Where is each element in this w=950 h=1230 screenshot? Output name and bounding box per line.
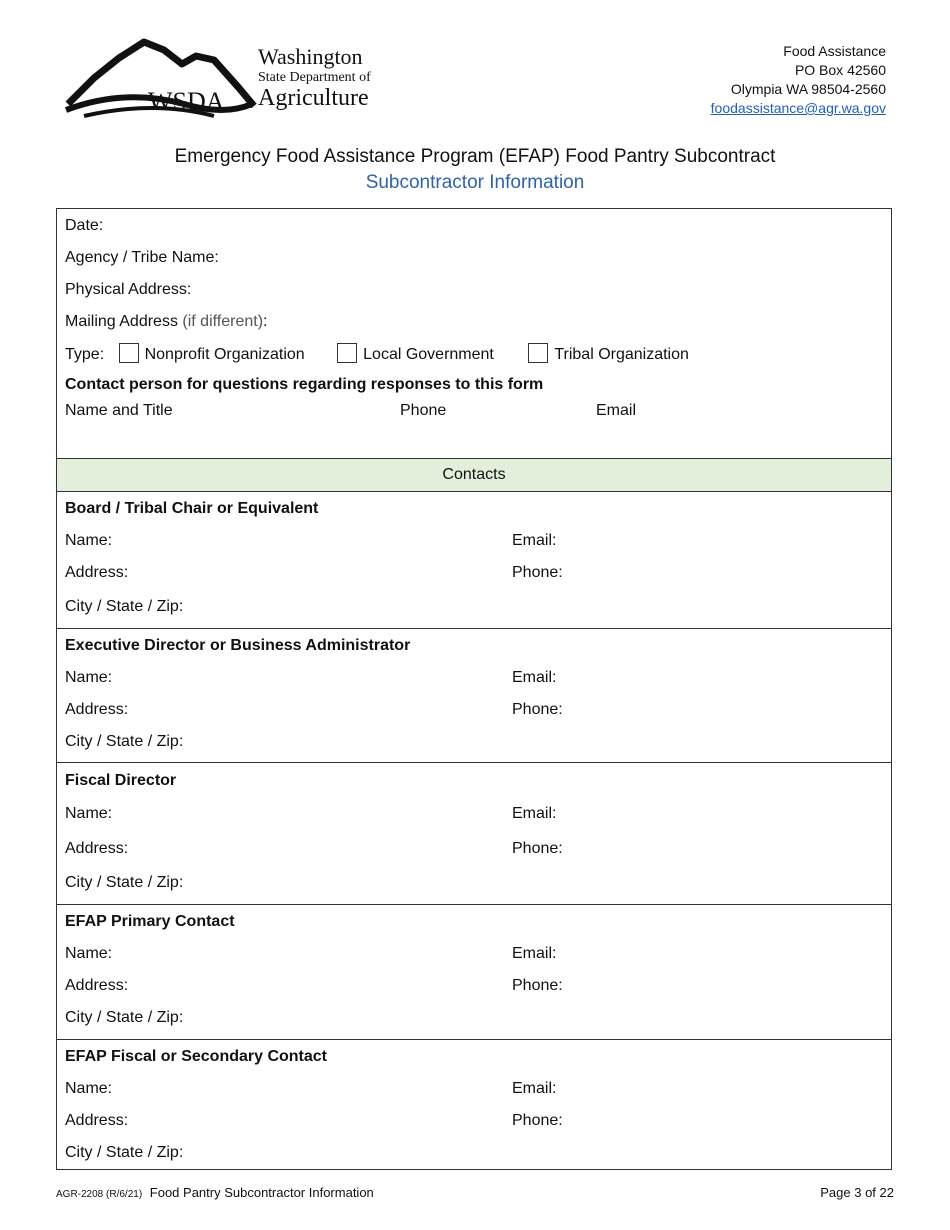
exec-csz-label: City / State / Zip: (65, 733, 184, 750)
contact-email-link[interactable]: foodassistance@agr.wa.gov (710, 100, 886, 116)
section-heading-primary: EFAP Primary Contact (65, 913, 235, 930)
page-number: Page 3 of 22 (820, 1185, 894, 1200)
logo-wordmark (258, 46, 371, 110)
fiscal-address-label: Address: (65, 840, 129, 857)
local-government-label: Local Government (363, 346, 494, 363)
secondary-address-label: Address: (65, 1112, 129, 1129)
primary-address-label: Address: (65, 977, 129, 994)
logo-line-state-dept: State Department of (258, 70, 371, 85)
board-address-label: Address: (65, 564, 129, 581)
mailing-colon: : (263, 313, 268, 330)
footer-left (56, 1185, 374, 1200)
nonprofit-checkbox[interactable] (119, 343, 139, 363)
mailing-address-label (65, 313, 267, 331)
section-heading-executive: Executive Director or Business Administrator (65, 637, 411, 654)
date-label: Date: (65, 217, 104, 234)
fiscal-name-label: Name: (65, 805, 113, 822)
form-code: AGR-2208 (R/6/21) (56, 1189, 143, 1200)
primary-email-label: Email: (512, 945, 557, 962)
exec-name-label: Name: (65, 669, 113, 686)
section-divider (57, 1039, 891, 1040)
primary-name-label: Name: (65, 945, 113, 962)
section-heading-board: Board / Tribal Chair or Equivalent (65, 500, 319, 517)
nonprofit-label: Nonprofit Organization (144, 346, 305, 363)
primary-phone-label: Phone: (512, 977, 563, 994)
document-title: Emergency Food Assistance Program (EFAP) Food Pantry Subcontract (174, 146, 776, 167)
secondary-name-label: Name: (65, 1080, 113, 1097)
fiscal-phone-label: Phone: (512, 840, 563, 857)
exec-email-label: Email: (512, 669, 557, 686)
exec-phone-label: Phone: (512, 701, 563, 718)
section-heading-secondary: EFAP Fiscal or Secondary Contact (65, 1048, 328, 1065)
type-label: Type: (65, 346, 105, 363)
primary-csz-label: City / State / Zip: (65, 1009, 184, 1026)
local-government-checkbox[interactable] (337, 343, 357, 363)
tribal-organization-checkbox[interactable] (528, 343, 548, 363)
secondary-phone-label: Phone: (512, 1112, 563, 1129)
tribal-organization-label: Tribal Organization (554, 346, 689, 363)
physical-address-label: Physical Address: (65, 281, 192, 298)
logo-line-agriculture: Agriculture (258, 85, 369, 111)
logo-line-washington: Washington (258, 44, 363, 69)
board-name-label: Name: (65, 532, 113, 549)
document-subtitle: Subcontractor Information (365, 172, 585, 193)
agency-label: Agency / Tribe Name: (65, 249, 219, 266)
section-divider (57, 628, 891, 629)
board-phone-label: Phone: (512, 564, 563, 581)
address-line-2: PO Box 42560 (794, 62, 886, 78)
mailing-note: (if different) (182, 313, 264, 330)
section-divider (57, 762, 891, 763)
logo-abbrev: WSDA (148, 87, 225, 116)
office-address (711, 42, 886, 118)
footer-doc-title: Food Pantry Subcontractor Information (149, 1185, 374, 1200)
secondary-email-label: Email: (512, 1080, 557, 1097)
board-csz-label: City / State / Zip: (65, 598, 184, 615)
section-heading-fiscal: Fiscal Director (65, 772, 177, 789)
mailing-label-text: Mailing Address (65, 313, 178, 330)
board-email-label: Email: (512, 532, 557, 549)
fiscal-email-label: Email: (512, 805, 557, 822)
contact-person-heading: Contact person for questions regarding responses to this form (65, 376, 544, 393)
fiscal-csz-label: City / State / Zip: (65, 874, 184, 891)
address-line-3: Olympia WA 98504-2560 (730, 81, 886, 97)
subcontractor-form (56, 208, 892, 1170)
section-divider (57, 904, 891, 905)
secondary-csz-label: City / State / Zip: (65, 1144, 184, 1161)
contacts-section-header: Contacts (57, 458, 891, 492)
col-name-title: Name and Title (65, 402, 173, 419)
type-row (65, 343, 689, 364)
address-line-1: Food Assistance (783, 43, 886, 59)
col-phone: Phone (400, 402, 447, 419)
col-email: Email (596, 402, 637, 419)
exec-address-label: Address: (65, 701, 129, 718)
